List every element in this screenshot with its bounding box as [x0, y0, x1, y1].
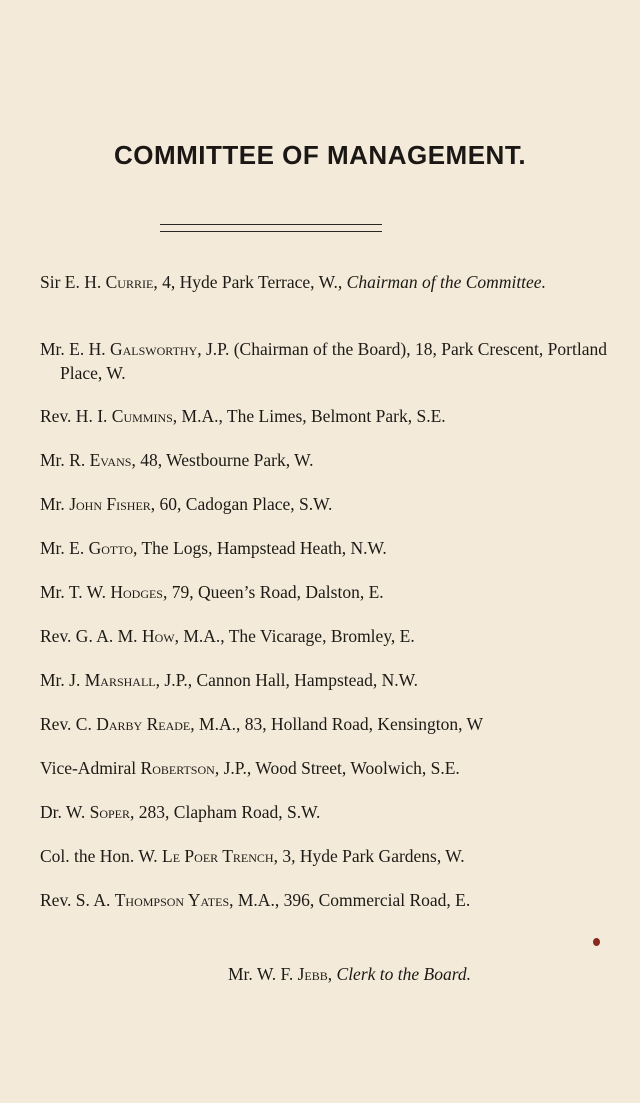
- member-entry: [40, 756, 630, 780]
- member-details: , 4, Hyde Park Terrace, W.,: [153, 272, 347, 292]
- member-surname: Currie: [105, 272, 154, 292]
- member-entry: [40, 492, 630, 516]
- member-entry: [40, 800, 630, 824]
- member-entry: [40, 844, 630, 868]
- member-details: , The Logs, Hampstead Heath, N.W.: [133, 538, 387, 558]
- member-prefix: Rev. S. A.: [40, 890, 115, 910]
- clerk-surname: Jebb: [297, 964, 328, 984]
- member-details: , 3, Hyde Park Gardens, W.: [273, 846, 465, 866]
- member-surname: Robertson: [140, 758, 215, 778]
- member-entry: [40, 580, 630, 604]
- member-surname: Darby Reade: [96, 714, 191, 734]
- member-details: , J.P., Cannon Hall, Hampstead, N.W.: [155, 670, 418, 690]
- member-entry: [40, 536, 630, 560]
- clerk-separator: ,: [327, 964, 337, 984]
- member-prefix: Vice-Admiral: [40, 758, 141, 778]
- member-entry: [40, 712, 630, 736]
- title-divider: [160, 224, 382, 232]
- member-details: , J.P., Wood Street, Woolwich, S.E.: [214, 758, 460, 778]
- member-details: , J.P. (Chairman of the Board), 18, Park Crescent, Portland Place, W.: [60, 339, 607, 383]
- member-surname: Gotto: [88, 538, 134, 558]
- member-surname: Evans: [89, 450, 132, 470]
- clerk-entry: [228, 962, 471, 986]
- member-surname: Soper: [89, 802, 131, 822]
- member-entry: [40, 448, 630, 472]
- member-details: , 60, Cadogan Place, S.W.: [150, 494, 333, 514]
- clerk-prefix: Mr. W. F.: [228, 964, 298, 984]
- member-prefix: Rev. C.: [40, 714, 97, 734]
- member-role: Chairman of the Committee.: [346, 272, 546, 292]
- member-prefix: Col. the Hon. W.: [40, 846, 163, 866]
- member-entry: [40, 888, 630, 912]
- member-entry: [40, 270, 630, 294]
- member-prefix: Mr. E.: [40, 538, 89, 558]
- member-prefix: Mr. R.: [40, 450, 90, 470]
- page-title: COMMITTEE OF MANAGEMENT.: [113, 140, 527, 170]
- member-surname: How: [141, 626, 175, 646]
- member-prefix: Mr. E. H.: [40, 339, 110, 359]
- member-surname: Hodges: [110, 582, 163, 602]
- member-entry: [40, 337, 630, 385]
- member-details: , M.A., The Limes, Belmont Park, S.E.: [172, 406, 446, 426]
- member-entry: [40, 404, 630, 428]
- member-details: , 79, Queen’s Road, Dalston, E.: [162, 582, 384, 602]
- member-surname: Le Poer Trench: [162, 846, 274, 866]
- ink-spot: [593, 938, 600, 946]
- member-surname: Cummins: [111, 406, 173, 426]
- member-prefix: Rev. G. A. M.: [40, 626, 142, 646]
- member-prefix: Mr. J.: [40, 670, 85, 690]
- member-prefix: Dr. W.: [40, 802, 90, 822]
- member-details: , 283, Clapham Road, S.W.: [130, 802, 321, 822]
- member-details: , M.A., 83, Holland Road, Kensington, W: [190, 714, 484, 734]
- member-details: , 48, Westbourne Park, W.: [131, 450, 314, 470]
- member-details: , M.A., 396, Commercial Road, E.: [229, 890, 471, 910]
- member-prefix: Mr.: [40, 494, 70, 514]
- member-surname: Galsworthy: [110, 339, 198, 359]
- member-details: , M.A., The Vicarage, Bromley, E.: [174, 626, 415, 646]
- member-surname: John Fisher: [69, 494, 151, 514]
- member-prefix: Rev. H. I.: [40, 406, 112, 426]
- member-prefix: Sir E. H.: [40, 272, 106, 292]
- member-entry: [40, 624, 630, 648]
- member-prefix: Mr. T. W.: [40, 582, 111, 602]
- clerk-role: Clerk to the Board.: [336, 964, 471, 984]
- member-surname: Thompson Yates: [114, 890, 230, 910]
- member-surname: Marshall: [84, 670, 156, 690]
- member-entry: [40, 668, 630, 692]
